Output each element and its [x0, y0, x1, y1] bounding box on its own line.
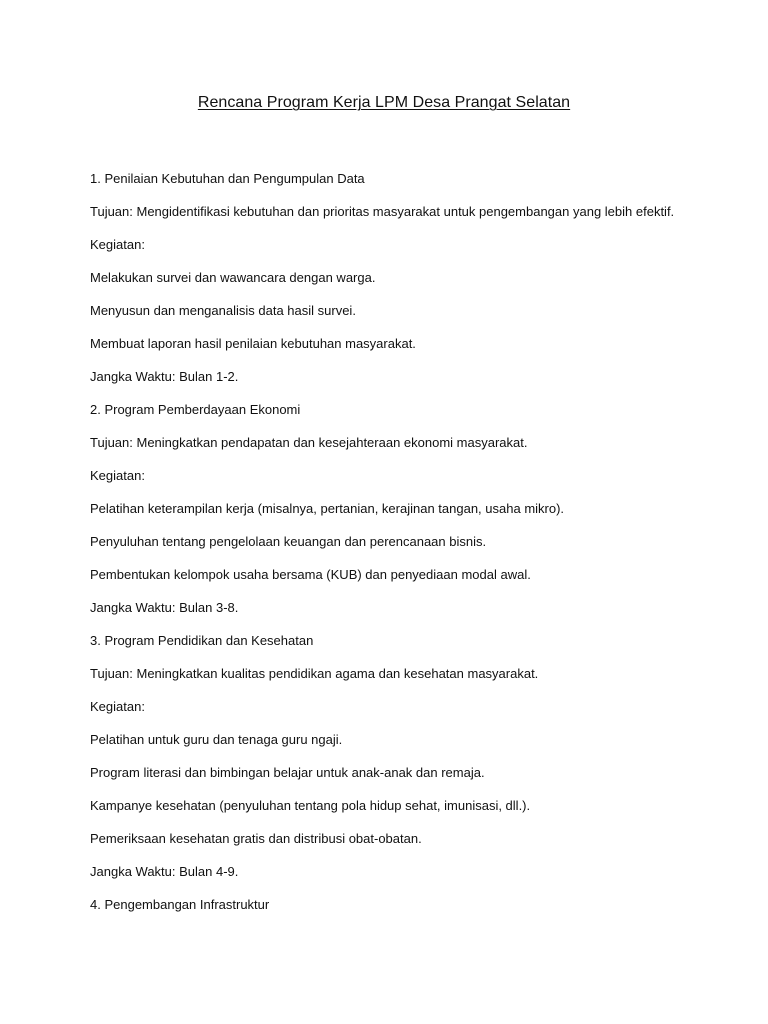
section-3-activity-4: Pemeriksaan kesehatan gratis dan distribusi obat-obatan. [90, 831, 422, 846]
section-3-timeframe: Jangka Waktu: Bulan 4-9. [90, 864, 239, 879]
section-1-goal: Tujuan: Mengidentifikasi kebutuhan dan prioritas masyarakat untuk pengembangan yang lebih efektif. [90, 204, 675, 219]
section-2-activity-1: Pelatihan keterampilan kerja (misalnya, pertanian, kerajinan tangan, usaha mikro). [90, 501, 565, 516]
section-heading-2: 2. Program Pemberdayaan Ekonomi [90, 402, 301, 417]
section-1-activity-2: Menyusun dan menganalisis data hasil survei. [90, 303, 356, 318]
section-heading-1: 1. Penilaian Kebutuhan dan Pengumpulan Data [90, 171, 365, 186]
section-2-activity-3: Pembentukan kelompok usaha bersama (KUB) dan penyediaan modal awal. [90, 567, 531, 582]
section-3-activity-2: Program literasi dan bimbingan belajar untuk anak-anak dan remaja. [90, 765, 485, 780]
section-2-activities-label: Kegiatan: [90, 468, 145, 483]
section-1-activities-label: Kegiatan: [90, 237, 145, 252]
section-1-activity-3: Membuat laporan hasil penilaian kebutuhan masyarakat. [90, 336, 416, 351]
section-3-goal: Tujuan: Meningkatkan kualitas pendidikan agama dan kesehatan masyarakat. [90, 666, 539, 681]
section-2-activity-2: Penyuluhan tentang pengelolaan keuangan dan perencanaan bisnis. [90, 534, 487, 549]
section-1-activity-1: Melakukan survei dan wawancara dengan warga. [90, 270, 376, 285]
section-heading-4: 4. Pengembangan Infrastruktur [90, 897, 270, 912]
section-2-timeframe: Jangka Waktu: Bulan 3-8. [90, 600, 239, 615]
section-heading-3: 3. Program Pendidikan dan Kesehatan [90, 633, 314, 648]
section-3-activity-3: Kampanye kesehatan (penyuluhan tentang pola hidup sehat, imunisasi, dll.). [90, 798, 531, 813]
section-1-timeframe: Jangka Waktu: Bulan 1-2. [90, 369, 239, 384]
section-3-activity-1: Pelatihan untuk guru dan tenaga guru ngaji. [90, 732, 343, 747]
section-2-goal: Tujuan: Meningkatkan pendapatan dan kesejahteraan ekonomi masyarakat. [90, 435, 528, 450]
document-title: Rencana Program Kerja LPM Desa Prangat Selatan [197, 94, 571, 111]
document-body [90, 170, 730, 929]
section-3-activities-label: Kegiatan: [90, 699, 145, 714]
